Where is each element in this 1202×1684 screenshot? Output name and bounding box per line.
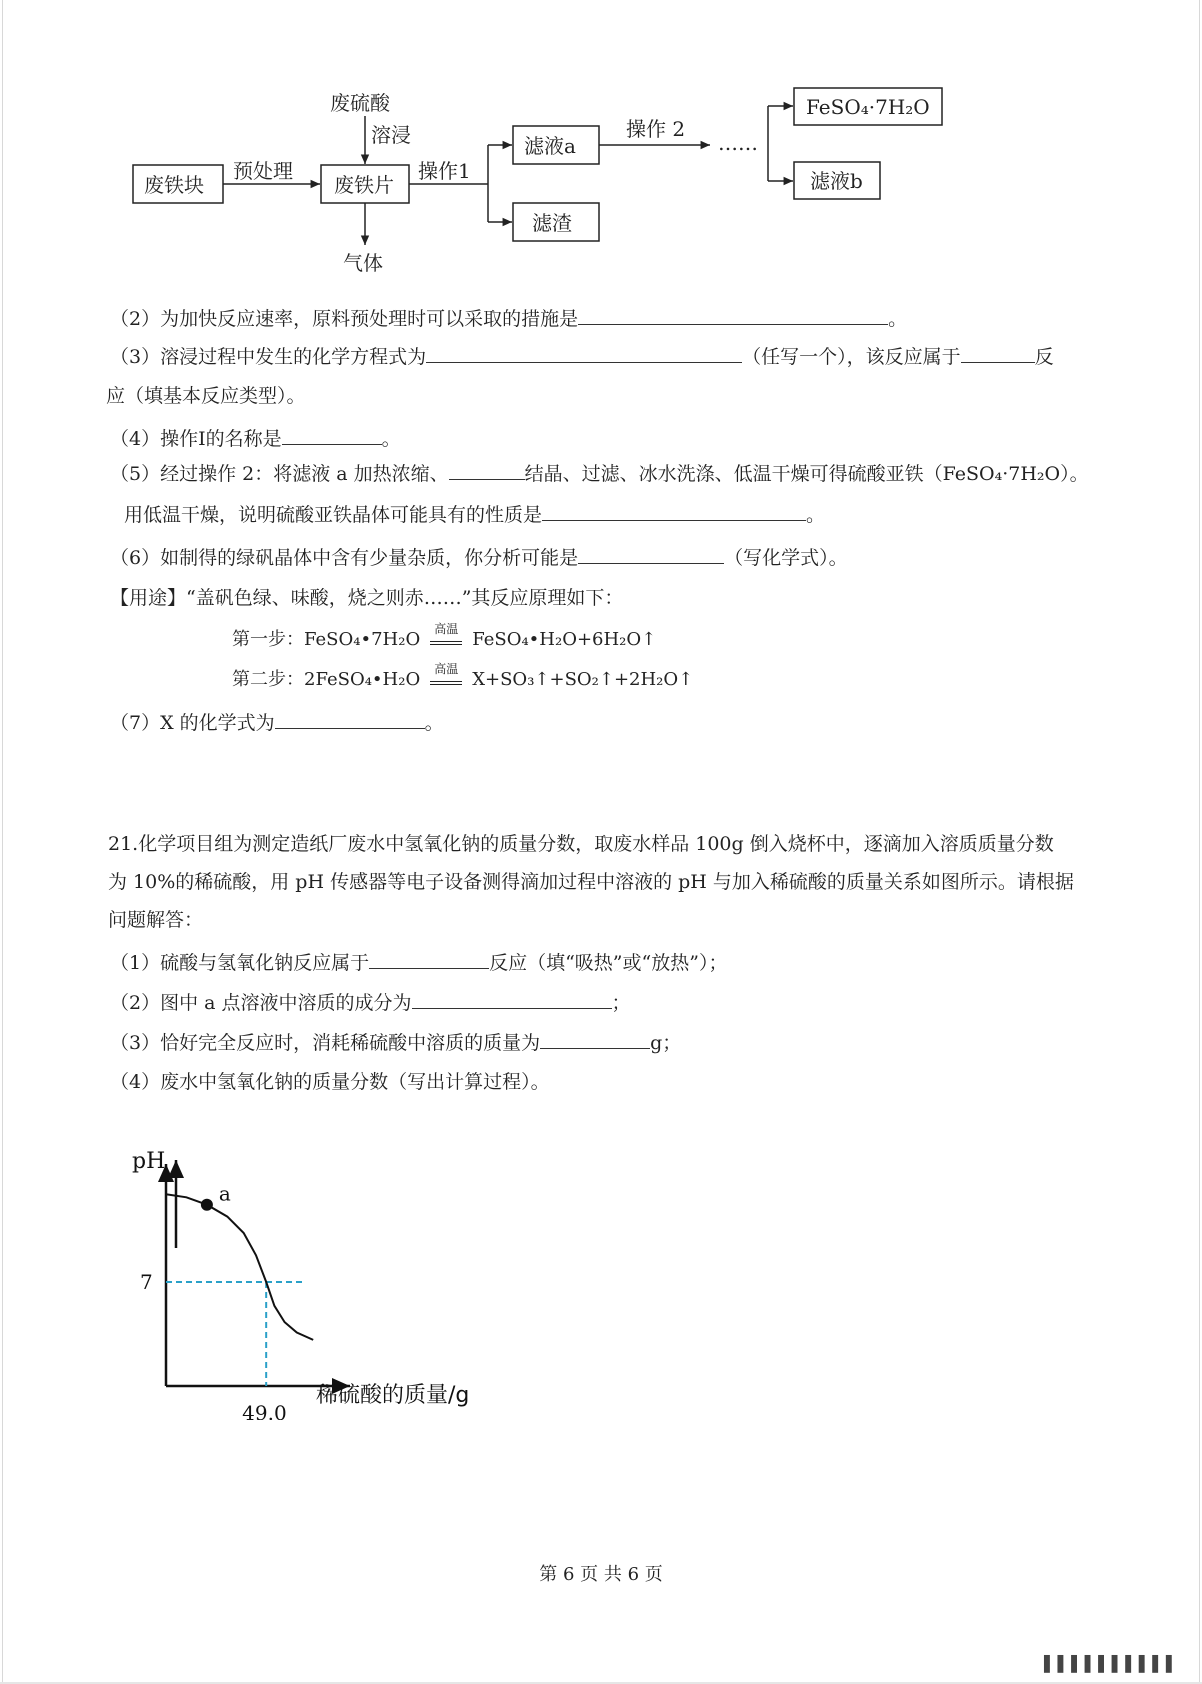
blank-2[interactable]	[578, 304, 888, 325]
question-5-text: （5）经过操作 2：将滤液 a 加热浓缩、	[110, 463, 449, 485]
q21-sub-2-end: ；	[611, 992, 631, 1014]
q21-sub-4	[110, 1068, 550, 1096]
question-3-cont-text: 应（填基本反应类型）。	[106, 385, 306, 407]
blank-3-equation[interactable]	[426, 342, 742, 363]
label-waste-acid: 废硫酸	[330, 91, 390, 115]
q21-sub-2-text: （2）图中 a 点溶液中溶质的成分为	[110, 992, 412, 1014]
blank-7[interactable]	[275, 708, 425, 729]
ph-chart	[110, 1140, 490, 1420]
blank-21-3[interactable]	[540, 1028, 650, 1049]
question-3-mid: （任写一个），该反应属于	[742, 346, 961, 368]
question-5-cont-text: 用低温干燥，说明硫酸亚铁晶体可能具有的性质是	[124, 504, 543, 526]
ph-curve	[166, 1194, 313, 1340]
q21-sub-1-text: （1）硫酸与氢氧化钠反应属于	[110, 952, 370, 974]
q21-stem-line-2	[108, 868, 1074, 896]
question-7	[110, 708, 444, 737]
label-pretreat: 预处理	[233, 159, 293, 183]
label-op1: 操作1	[418, 159, 471, 183]
point-a-marker	[201, 1199, 213, 1211]
blank-4[interactable]	[282, 424, 382, 445]
q21-sub-1-end: 反应（填“吸热”或“放热”）；	[489, 952, 728, 974]
blank-5-b[interactable]	[542, 500, 806, 521]
x-tick-49: 49.0	[242, 1401, 287, 1420]
equation-step-2	[232, 662, 694, 694]
label-residue: 滤渣	[532, 211, 572, 235]
equation-step-1	[232, 622, 657, 654]
question-3	[110, 342, 1054, 371]
q21-sub-2	[110, 988, 631, 1017]
label-leach: 溶浸	[371, 123, 411, 147]
question-7-text: （7）X 的化学式为	[110, 712, 275, 734]
q21-sub-3	[110, 1028, 681, 1057]
blank-6[interactable]	[578, 543, 724, 564]
question-5	[110, 459, 1089, 488]
question-4	[110, 424, 401, 453]
q21-stem-1: 21.化学项目组为测定造纸厂废水中氢氧化钠的质量分数，取废水样品 100g 倒入烧杯中，逐滴加入溶质质量分数	[108, 833, 1054, 855]
q21-stem-line-1	[108, 830, 1054, 858]
label-dots: ……	[718, 131, 758, 155]
label-op2: 操作 2	[626, 117, 686, 141]
q21-sub-3-end: g；	[650, 1032, 682, 1054]
question-7-end: 。	[424, 712, 444, 734]
question-2	[110, 304, 907, 333]
x-axis-label: 稀硫酸的质量/g	[316, 1383, 470, 1408]
q21-sub-1	[110, 948, 727, 977]
blank-21-2[interactable]	[412, 988, 612, 1009]
watermark-logo: ▌▌▌▌▌▌▌▌▌▌	[1044, 1655, 1180, 1673]
step-2-condition-text: 高温	[434, 662, 459, 676]
q21-stem-2: 为 10%的稀硫酸，用 pH 传感器等电子设备测得滴加过程中溶液的 pH 与加入稀硫酸的质量关系如图所示。请根据	[108, 871, 1074, 893]
step-1-label: 第一步：	[232, 629, 304, 650]
q21-sub-3-text: （3）恰好完全反应时，消耗稀硫酸中溶质的质量为	[110, 1032, 541, 1054]
question-2-text: （2）为加快反应速率，原料预处理时可以采取的措施是	[110, 308, 579, 330]
step-2-reactant: 2FeSO₄•H₂O	[304, 669, 421, 690]
question-6	[110, 543, 848, 572]
step-2-label: 第二步：	[232, 669, 304, 690]
step-1-condition-text: 高温	[434, 622, 459, 636]
step-1-reactant: FeSO₄•7H₂O	[304, 629, 421, 650]
step-1-condition	[430, 622, 462, 645]
label-product: FeSO₄·7H₂O	[806, 95, 930, 119]
label-iron-block: 废铁块	[144, 173, 204, 197]
usage-intro-text: 【用途】“盖矾色绿、味酸，烧之则赤……”其反应原理如下：	[110, 587, 624, 609]
point-a-label: a	[218, 1181, 231, 1206]
y-tick-7: 7	[140, 1270, 153, 1294]
question-3-text: （3）溶浸过程中发生的化学方程式为	[110, 346, 427, 368]
blank-3-type[interactable]	[961, 342, 1035, 363]
process-flowchart	[0, 0, 1202, 290]
question-4-text: （4）操作Ⅰ的名称是	[110, 428, 282, 450]
question-5-mid: 结晶、过滤、冰水洗涤、低温干燥可得硫酸亚铁（FeSO₄·7H₂O）。	[524, 463, 1089, 485]
question-5-end: 。	[806, 504, 826, 526]
question-6-text: （6）如制得的绿矾晶体中含有少量杂质，你分析可能是	[110, 547, 579, 569]
label-filtrate-b: 滤液b	[810, 169, 863, 193]
step-2-product: X+SO₃↑+SO₂↑+2H₂O↑	[472, 669, 694, 690]
question-3-cont	[106, 382, 306, 410]
question-2-end: 。	[888, 308, 908, 330]
page-footer: 第 6 页 共 6 页	[539, 1564, 663, 1585]
blank-5-a[interactable]	[449, 459, 525, 480]
label-gas: 气体	[343, 251, 383, 275]
q21-stem-line-3	[108, 906, 203, 934]
y-axis-label: pH	[132, 1149, 166, 1174]
blank-21-1[interactable]	[369, 948, 489, 969]
question-5-cont	[124, 500, 825, 529]
label-iron-sheet: 废铁片	[334, 173, 394, 197]
label-filtrate-a: 滤液a	[524, 134, 576, 158]
question-3-tail: 反	[1034, 346, 1054, 368]
q21-sub-4-text: （4）废水中氢氧化钠的质量分数（写出计算过程）。	[110, 1071, 550, 1093]
step-1-product: FeSO₄•H₂O+6H₂O↑	[472, 629, 657, 650]
q21-stem-3: 问题解答：	[108, 909, 204, 931]
step-2-condition	[430, 662, 462, 685]
question-6-end: （写化学式）。	[724, 547, 848, 569]
question-4-end: 。	[381, 428, 401, 450]
usage-intro	[110, 584, 623, 612]
